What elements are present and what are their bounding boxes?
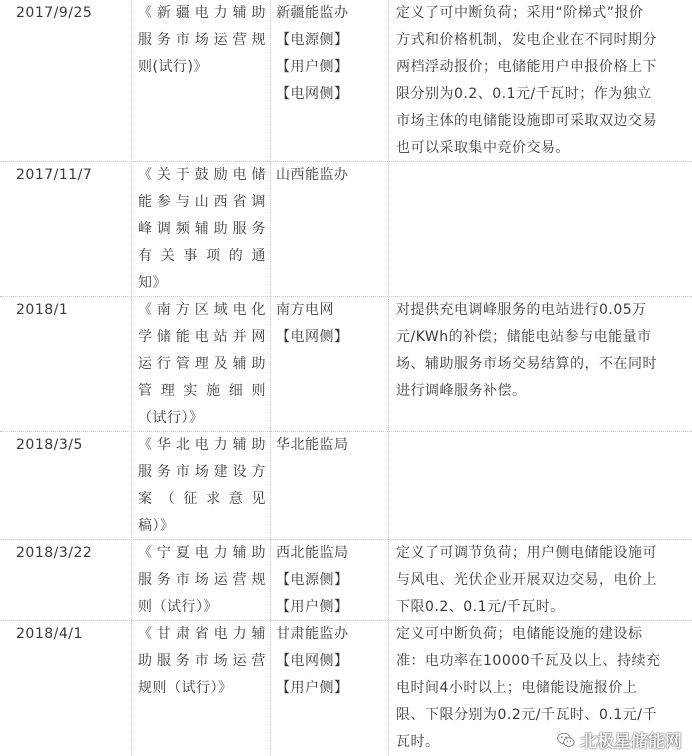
document-name-cell	[138, 297, 266, 432]
document-name-cell	[138, 162, 266, 297]
date-cell	[16, 432, 131, 459]
date-cell-text: 2018/1	[16, 302, 69, 318]
description-cell-line: 定义了可调节负荷；用户侧电储能设施可	[396, 545, 657, 561]
document-name-cell	[138, 432, 266, 540]
date-cell-text: 2017/9/25	[16, 5, 93, 21]
issuer-cell	[276, 540, 384, 621]
description-cell-line: 进行调峰服务补偿。	[396, 383, 527, 399]
issuer-cell-line: 【电网侧】	[276, 653, 349, 669]
description-cell-line: 限分别为0.2、0.1元/千瓦时；作为独立	[396, 86, 652, 102]
issuer-cell	[276, 621, 384, 702]
table-row	[0, 297, 692, 432]
issuer-cell-line: 西北能监局	[276, 545, 349, 561]
document-name-cell	[138, 621, 266, 702]
description-cell-line: 两档浮动报价；电储能用户申报价格上下	[396, 59, 657, 75]
description-cell	[396, 0, 680, 162]
document-name-cell-line: 学储能电站并网	[138, 329, 266, 345]
description-cell-line: 下限0.2、0.1元/千瓦时。	[396, 599, 565, 615]
document-name-cell-line: 有关事项的通	[138, 248, 266, 264]
issuer-cell-line: 【电源侧】	[276, 572, 349, 588]
description-cell-line: 定义可中断负荷；电储能设施的建设标	[396, 626, 643, 642]
date-cell-text: 2018/4/1	[16, 626, 83, 642]
table-row	[0, 162, 692, 297]
document-name-cell-line: 《关于鼓励电储	[138, 167, 266, 183]
document-name-cell-line: 管理实施细则	[138, 383, 266, 399]
issuer-cell-line: 【用户侧】	[276, 680, 349, 696]
document-name-cell-line: 服务市场运营规	[138, 32, 266, 48]
document-name-cell-line: 峰调频辅助服务	[138, 221, 266, 237]
date-cell	[16, 162, 131, 189]
issuer-cell-line: 【用户侧】	[276, 599, 349, 615]
watermark-text: 北极星储能网	[580, 732, 682, 752]
document-name-cell-line: 《甘肃省电力辅	[138, 626, 266, 642]
description-cell-line: 瓦时。	[396, 734, 440, 750]
description-cell-line: 限、下限分别为0.2元/千瓦时、0.1元/千	[396, 707, 657, 723]
description-cell-line: 也可以采取集中竞价交易。	[396, 140, 570, 156]
issuer-cell-line: 【用户侧】	[276, 59, 349, 75]
table-row	[0, 432, 692, 540]
date-cell-text: 2017/11/7	[16, 167, 93, 183]
issuer-cell-line: 【电网侧】	[276, 329, 349, 345]
issuer-cell-line: 【电网侧】	[276, 86, 349, 102]
description-cell	[396, 297, 680, 405]
date-cell	[16, 621, 131, 648]
issuer-cell	[276, 432, 384, 459]
issuer-cell-line: 【电源侧】	[276, 32, 349, 48]
document-name-cell-line: 助服务市场运营	[138, 653, 266, 669]
document-name-cell-line: 则（试行）》	[138, 599, 218, 615]
description-cell	[396, 540, 680, 621]
table-row	[0, 0, 692, 162]
document-name-cell-line: 《新疆电力辅助	[138, 5, 266, 21]
document-name-cell	[138, 0, 266, 81]
document-name-cell-line: 知》	[138, 275, 167, 291]
document-name-cell	[138, 540, 266, 621]
date-cell	[16, 540, 131, 567]
issuer-cell	[276, 162, 384, 189]
issuer-cell-line: 华北能监局	[276, 437, 349, 453]
document-name-cell-line: 规则（试行）》	[138, 680, 233, 696]
description-cell-line: 市场主体的电储能设施即可采取双边交易	[396, 113, 657, 129]
issuer-cell-line: 甘肃能监办	[276, 626, 349, 642]
description-cell-line: 电时间4小时以上；电储能设施报价上	[396, 680, 638, 696]
watermark	[556, 727, 682, 752]
description-cell-line: 与风电、光伏企业开展双边交易，电价上	[396, 572, 657, 588]
description-cell-line: 方式和价格机制，发电企业在不同时期分	[396, 32, 657, 48]
document-name-cell-line: 则(试行)》	[138, 59, 208, 75]
date-cell-text: 2018/3/22	[16, 545, 93, 561]
wechat-icon	[556, 730, 576, 750]
description-cell-line: 元/KWh的补偿；储能电站参与电能量市	[396, 329, 652, 345]
description-cell-line: 定义了可中断负荷；采用“阶梯式”报价	[396, 5, 644, 21]
document-name-cell-line: 能参与山西省调	[138, 194, 266, 210]
date-cell-text: 2018/3/5	[16, 437, 83, 453]
document-name-cell-line: 服务市场建设方	[138, 464, 266, 480]
document-name-cell-line: 案（征求意见	[138, 491, 266, 507]
document-name-cell-line: 《南方区域电化	[138, 302, 266, 318]
issuer-cell	[276, 0, 384, 108]
description-cell-line: 场、辅助服务市场交易结算的，不在同时	[396, 356, 657, 372]
document-name-cell-line: 稿）》	[138, 518, 175, 534]
description-cell-line: 准：电功率在10000千瓦及以上、持续充	[396, 653, 661, 669]
description-cell-line: 对提供充电调峰服务的电站进行0.05万	[396, 302, 647, 318]
date-cell	[16, 297, 131, 324]
table-row	[0, 540, 692, 621]
issuer-cell	[276, 297, 384, 351]
issuer-cell-line: 南方电网	[276, 302, 334, 318]
document-name-cell-line: （试行）》	[138, 410, 204, 426]
document-name-cell-line: 服务市场运营规	[138, 572, 266, 588]
date-cell	[16, 0, 131, 27]
issuer-cell-line: 新疆能监办	[276, 5, 349, 21]
document-name-cell-line: 运行管理及辅助	[138, 356, 266, 372]
document-name-cell-line: 《宁夏电力辅助	[138, 545, 266, 561]
issuer-cell-line: 山西能监办	[276, 167, 349, 183]
document-name-cell-line: 《华北电力辅助	[138, 437, 266, 453]
